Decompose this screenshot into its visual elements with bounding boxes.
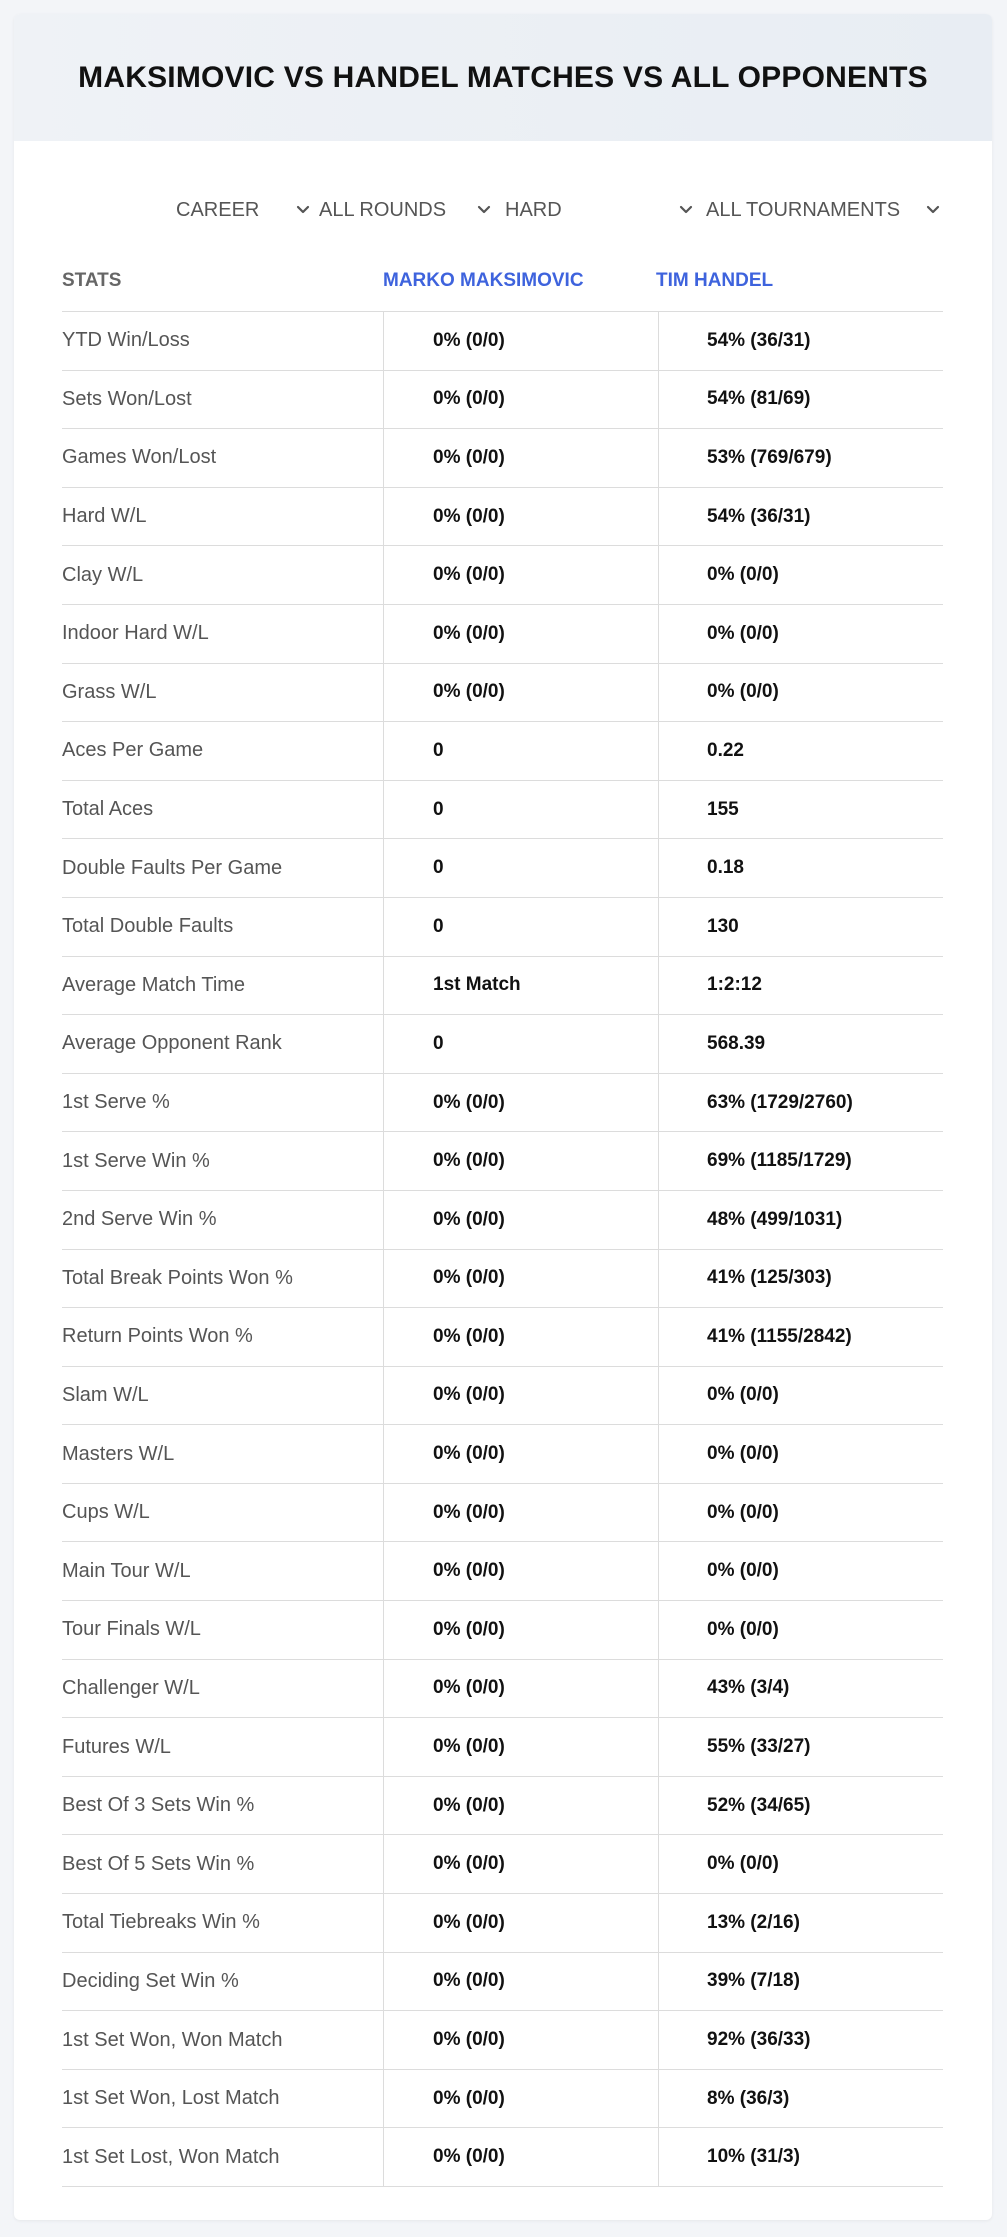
stat-label: Average Match Time (62, 973, 246, 996)
stat-label: Best Of 5 Sets Win % (62, 1852, 255, 1875)
table-row (62, 1777, 943, 1836)
stat-label: Indoor Hard W/L (62, 622, 209, 645)
tournaments-filter[interactable] (706, 195, 943, 225)
table-row (62, 1425, 943, 1484)
stat-label: YTD Win/Loss (62, 329, 190, 352)
player1-stat-value: 0% (0/0) (383, 1660, 658, 1718)
stat-label: 1st Serve % (62, 1091, 170, 1114)
player1-stat-value: 0% (0/0) (383, 1074, 658, 1132)
player1-stat-value: 0% (0/0) (383, 371, 658, 429)
table-row (62, 1367, 943, 1426)
stats-card (14, 14, 992, 2220)
stat-label: Cups W/L (62, 1501, 150, 1524)
player1-stat-value: 0% (0/0) (383, 664, 658, 722)
player1-stat-value: 0% (0/0) (383, 1367, 658, 1425)
player1-stat-value: 0% (0/0) (383, 1953, 658, 2011)
stats-table (62, 252, 943, 2187)
table-row (62, 722, 943, 781)
table-row (62, 839, 943, 898)
stats-column-header: STATS (62, 270, 122, 291)
player2-stat-value: 13% (2/16) (658, 1894, 943, 1952)
player1-stat-value: 0% (0/0) (383, 2128, 658, 2186)
stat-label: Best Of 3 Sets Win % (62, 1794, 255, 1817)
player1-stat-value: 0% (0/0) (383, 1718, 658, 1776)
player2-stat-value: 0% (0/0) (658, 1484, 943, 1542)
stat-label: Grass W/L (62, 680, 157, 703)
player2-stat-value: 10% (31/3) (658, 2128, 943, 2186)
stat-label: 1st Set Won, Lost Match (62, 2087, 280, 2110)
stat-label: 1st Set Won, Won Match (62, 2028, 283, 2051)
player1-stat-value: 0% (0/0) (383, 605, 658, 663)
player2-stat-value: 53% (769/679) (658, 429, 943, 487)
rounds-filter[interactable] (319, 195, 494, 225)
player2-stat-value: 41% (125/303) (658, 1250, 943, 1308)
player1-name-link[interactable]: MARKO MAKSIMOVIC (383, 270, 584, 291)
player2-stat-value: 54% (36/31) (658, 488, 943, 546)
player2-stat-value: 41% (1155/2842) (658, 1308, 943, 1366)
table-row (62, 371, 943, 430)
surface-filter-label: HARD (505, 198, 562, 221)
stat-label: Slam W/L (62, 1383, 149, 1406)
table-row (62, 1835, 943, 1894)
player2-stat-value: 39% (7/18) (658, 1953, 943, 2011)
player2-stat-value: 1:2:12 (658, 957, 943, 1015)
period-filter-label: CAREER (176, 198, 260, 221)
player1-stat-value: 0% (0/0) (383, 1835, 658, 1893)
table-row (62, 1015, 943, 1074)
player2-stat-value: 55% (33/27) (658, 1718, 943, 1776)
player1-stat-value: 0% (0/0) (383, 2070, 658, 2128)
table-row (62, 1250, 943, 1309)
player2-stat-value: 48% (499/1031) (658, 1191, 943, 1249)
player2-stat-value: 0% (0/0) (658, 1367, 943, 1425)
stat-label: Clay W/L (62, 563, 144, 586)
player2-name-link[interactable]: TIM HANDEL (656, 270, 774, 291)
player1-stat-value: 0% (0/0) (383, 1894, 658, 1952)
table-row (62, 2011, 943, 2070)
stat-label: 2nd Serve Win % (62, 1208, 217, 1231)
stat-label: Deciding Set Win % (62, 1969, 239, 1992)
player2-stat-value: 0% (0/0) (658, 605, 943, 663)
player2-stat-value: 0% (0/0) (658, 1542, 943, 1600)
table-row (62, 605, 943, 664)
player2-stat-value: 8% (36/3) (658, 2070, 943, 2128)
player1-stat-value: 0% (0/0) (383, 429, 658, 487)
table-row (62, 488, 943, 547)
player1-stat-value: 0% (0/0) (383, 1132, 658, 1190)
stat-label: Sets Won/Lost (62, 387, 192, 410)
player2-stat-value: 0% (0/0) (658, 1835, 943, 1893)
player2-stat-value: 0% (0/0) (658, 1425, 943, 1483)
player1-stat-value: 0% (0/0) (383, 1250, 658, 1308)
stat-label: 1st Set Lost, Won Match (62, 2145, 280, 2168)
table-row (62, 1660, 943, 1719)
table-row (62, 2070, 943, 2129)
stat-label: Hard W/L (62, 505, 147, 528)
player2-stat-value: 568.39 (658, 1015, 943, 1073)
stat-label: Main Tour W/L (62, 1559, 191, 1582)
player1-stat-value: 0 (383, 839, 658, 897)
player2-stat-value: 52% (34/65) (658, 1777, 943, 1835)
player1-stat-value: 0% (0/0) (383, 546, 658, 604)
player1-stat-value: 0% (0/0) (383, 1601, 658, 1659)
table-row (62, 1894, 943, 1953)
page-title: MAKSIMOVIC VS HANDEL MATCHES VS ALL OPPONENTS (78, 60, 928, 94)
stat-label: Total Aces (62, 798, 154, 821)
player2-stat-value: 0% (0/0) (658, 664, 943, 722)
tournaments-filter-label: ALL TOURNAMENTS (706, 198, 901, 221)
player1-stat-value: 0% (0/0) (383, 1191, 658, 1249)
player1-stat-value: 0% (0/0) (383, 1425, 658, 1483)
table-row (62, 1132, 943, 1191)
stat-label: Average Opponent Rank (62, 1032, 282, 1055)
stat-label: Double Faults Per Game (62, 856, 283, 879)
chevron-down-icon (474, 200, 494, 220)
table-row (62, 1718, 943, 1777)
table-body (62, 312, 943, 2187)
surface-filter[interactable] (505, 195, 696, 225)
player1-stat-value: 0 (383, 722, 658, 780)
stat-label: Tour Finals W/L (62, 1618, 201, 1641)
player2-stat-value: 130 (658, 898, 943, 956)
stat-label: Futures W/L (62, 1735, 171, 1758)
player2-stat-value: 69% (1185/1729) (658, 1132, 943, 1190)
table-row (62, 898, 943, 957)
table-row (62, 1484, 943, 1543)
player2-stat-value: 0.22 (658, 722, 943, 780)
player1-stat-value: 0 (383, 1015, 658, 1073)
table-row (62, 781, 943, 840)
table-row (62, 312, 943, 371)
player2-stat-value: 54% (81/69) (658, 371, 943, 429)
table-header (62, 252, 943, 312)
stat-label: Total Tiebreaks Win % (62, 1911, 260, 1934)
stat-label: Games Won/Lost (62, 446, 217, 469)
table-row (62, 664, 943, 723)
player1-stat-value: 0% (0/0) (383, 488, 658, 546)
stat-label: 1st Serve Win % (62, 1149, 210, 1172)
chevron-down-icon (293, 200, 313, 220)
table-row (62, 1308, 943, 1367)
player1-stat-value: 0 (383, 781, 658, 839)
table-row (62, 1953, 943, 2012)
player2-stat-value: 92% (36/33) (658, 2011, 943, 2069)
rounds-filter-label: ALL ROUNDS (319, 198, 447, 221)
player2-stat-value: 63% (1729/2760) (658, 1074, 943, 1132)
filters-bar (14, 187, 992, 247)
player1-stat-value: 0 (383, 898, 658, 956)
chevron-down-icon (676, 200, 696, 220)
table-row (62, 2128, 943, 2187)
player1-stat-value: 0% (0/0) (383, 1777, 658, 1835)
stat-label: Masters W/L (62, 1442, 175, 1465)
table-row (62, 1074, 943, 1133)
table-row (62, 1601, 943, 1660)
player2-stat-value: 0% (0/0) (658, 546, 943, 604)
stat-label: Challenger W/L (62, 1676, 200, 1699)
table-row (62, 546, 943, 605)
table-row (62, 1542, 943, 1601)
player2-stat-value: 0.18 (658, 839, 943, 897)
player2-stat-value: 0% (0/0) (658, 1601, 943, 1659)
table-row (62, 957, 943, 1016)
player2-stat-value: 43% (3/4) (658, 1660, 943, 1718)
stat-label: Total Double Faults (62, 915, 234, 938)
player2-stat-value: 54% (36/31) (658, 312, 943, 370)
player1-stat-value: 1st Match (383, 957, 658, 1015)
player1-stat-value: 0% (0/0) (383, 312, 658, 370)
stat-label: Total Break Points Won % (62, 1266, 293, 1289)
page-header (14, 14, 992, 141)
player1-stat-value: 0% (0/0) (383, 1484, 658, 1542)
player2-stat-value: 155 (658, 781, 943, 839)
period-filter[interactable] (176, 195, 313, 225)
stat-label: Return Points Won % (62, 1325, 253, 1348)
table-row (62, 429, 943, 488)
chevron-down-icon (923, 200, 943, 220)
table-row (62, 1191, 943, 1250)
stat-label: Aces Per Game (62, 739, 204, 762)
player1-stat-value: 0% (0/0) (383, 2011, 658, 2069)
player1-stat-value: 0% (0/0) (383, 1308, 658, 1366)
player1-stat-value: 0% (0/0) (383, 1542, 658, 1600)
